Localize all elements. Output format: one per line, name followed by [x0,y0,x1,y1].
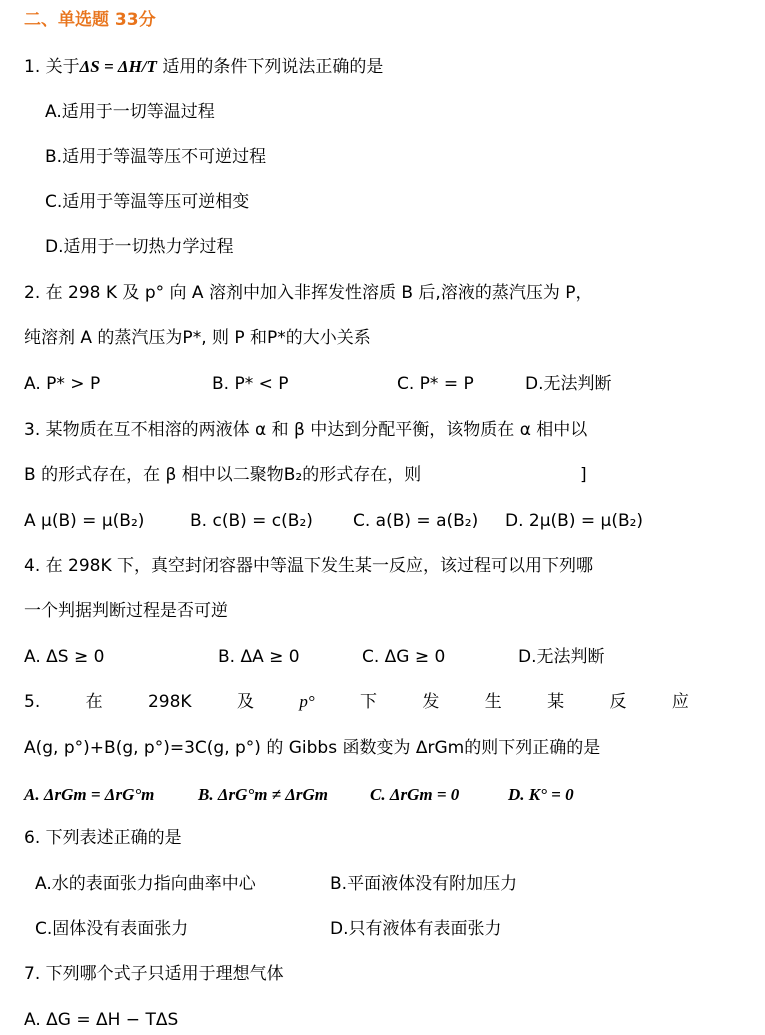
q6-option-c[interactable]: C.固体没有表面张力 [35,919,189,939]
q4-stem-line1: 4. 在 298K 下，真空封闭容器中等温下发生某一反应，该过程可以用下列哪 [24,556,594,576]
q3-option-c[interactable]: C. a(B) = a(B₂) [353,511,479,531]
q1-option-c[interactable]: C.适用于等温等压可逆相变 [45,192,250,212]
q7-option-a[interactable]: A. ΔG = ΔH − TΔS [24,1010,179,1030]
q5-option-c[interactable]: C. ΔrGm = 0 [370,785,460,804]
q5-option-b[interactable]: B. ΔrG°m ≠ ΔrGm [198,785,329,804]
q6-option-a[interactable]: A.水的表面张力指向曲率中心 [35,874,256,894]
q4-option-d[interactable]: D.无法判断 [518,647,605,667]
q4-option-a[interactable]: A. ΔS ≥ 0 [24,647,105,667]
q1-stem [24,55,383,79]
section-header: 二、单选题 33分 [24,10,156,30]
q1-option-b[interactable]: B.适用于等温等压不可逆过程 [45,147,267,167]
q5-word: 生 [484,692,502,712]
q2-option-a[interactable]: A. P* > P [24,374,101,394]
q3-option-b[interactable]: B. c(B) = c(B₂) [190,511,313,531]
q3-stem-line2: B 的形式存在，在 β 相中以二聚物B₂的形式存在，则 [24,465,422,485]
q1-stem-suffix: 适用的条件下列说法正确的是 [156,57,384,77]
q3-option-d[interactable]: D. 2μ(B) = μ(B₂) [505,511,644,531]
q5-word: 下 [360,692,378,712]
q1-option-d[interactable]: D.适用于一切热力学过程 [45,237,234,257]
q5-word: 反 [609,692,627,712]
q5-option-a[interactable]: A. ΔrGm = ΔrG°m [24,785,155,804]
q2-option-d[interactable]: D.无法判断 [525,374,612,394]
q6-option-d[interactable]: D.只有液体有表面张力 [330,919,502,939]
q1-stem-prefix: 1. 关于 [24,57,80,77]
q1-formula: ΔS = ΔH/T [79,57,157,76]
q1-option-a[interactable]: A.适用于一切等温过程 [45,102,215,122]
q4-option-c[interactable]: C. ΔG ≥ 0 [362,647,446,667]
q5-word: 在 [85,692,103,712]
q5-word: 应 [671,692,689,712]
q5-stem-line1 [24,690,689,714]
q5-word: 5. [24,692,41,712]
q7-stem: 7. 下列哪个式子只适用于理想气体 [24,964,284,984]
q4-option-b[interactable]: B. ΔA ≥ 0 [218,647,300,667]
q6-option-b[interactable]: B.平面液体没有附加压力 [330,874,518,894]
q5-stem-line2: A(g, p°)+B(g, p°)=3C(g, p°) 的 Gibbs 函数变为 ΔrGm的则下列正确的是 [24,738,601,758]
q5-word: 298K [147,692,192,712]
q6-stem: 6. 下列表述正确的是 [24,828,182,848]
q5-word: 及 [236,692,254,712]
q2-option-b[interactable]: B. P* < P [212,374,289,394]
q5-word: 发 [422,692,440,712]
q2-stem-line1: 2. 在 298 K 及 p° 向 A 溶剂中加入非挥发性溶质 B 后,溶液的蒸汽压为 P， [24,283,593,303]
q5-word: p° [299,692,315,711]
q5-option-d[interactable]: D. K° = 0 [508,785,574,804]
q2-stem-line2: 纯溶剂 A 的蒸汽压为P*, 则 P 和P*的大小关系 [24,328,371,348]
q3-stem-line1: 3. 某物质在互不相溶的两液体 α 和 β 中达到分配平衡，该物质在 α 相中以 [24,420,588,440]
q3-answer-bracket: ] [580,465,587,485]
q2-option-c[interactable]: C. P* = P [397,374,474,394]
q3-option-a[interactable]: A μ(B) = μ(B₂) [24,511,145,531]
q4-stem-line2: 一个判据判断过程是否可逆 [24,601,228,621]
q5-word: 某 [547,692,565,712]
